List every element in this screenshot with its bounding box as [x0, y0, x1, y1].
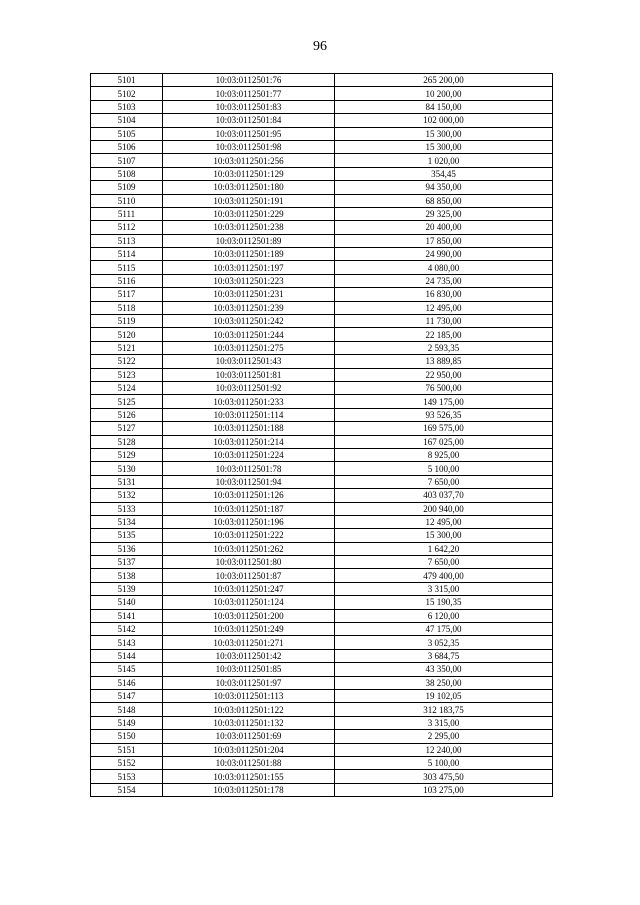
- row-number-cell: 5147: [91, 689, 163, 702]
- cadastral-number-cell: 10:03:0112501:126: [163, 489, 335, 502]
- value-cell: 103 275,00: [335, 783, 553, 796]
- table-row: [91, 355, 553, 368]
- table-row: [91, 529, 553, 542]
- value-cell: 312 183,75: [335, 703, 553, 716]
- value-cell: 3 315,00: [335, 582, 553, 595]
- row-number-cell: 5120: [91, 328, 163, 341]
- table-row: [91, 127, 553, 140]
- table-row: [91, 87, 553, 100]
- cadastral-number-cell: 10:03:0112501:204: [163, 743, 335, 756]
- cadastral-number-cell: 10:03:0112501:229: [163, 207, 335, 220]
- value-cell: 13 889,85: [335, 355, 553, 368]
- cadastral-number-cell: 10:03:0112501:244: [163, 328, 335, 341]
- row-number-cell: 5119: [91, 315, 163, 328]
- row-number-cell: 5109: [91, 181, 163, 194]
- table-row: [91, 395, 553, 408]
- table-row: [91, 448, 553, 461]
- row-number-cell: 5144: [91, 649, 163, 662]
- cadastral-number-cell: 10:03:0112501:200: [163, 609, 335, 622]
- cadastral-number-cell: 10:03:0112501:222: [163, 529, 335, 542]
- row-number-cell: 5103: [91, 100, 163, 113]
- table-row: [91, 703, 553, 716]
- row-number-cell: 5141: [91, 609, 163, 622]
- value-cell: 1 020,00: [335, 154, 553, 167]
- row-number-cell: 5149: [91, 716, 163, 729]
- row-number-cell: 5101: [91, 74, 163, 87]
- cadastral-number-cell: 10:03:0112501:256: [163, 154, 335, 167]
- cadastral-number-cell: 10:03:0112501:95: [163, 127, 335, 140]
- value-cell: 8 925,00: [335, 448, 553, 461]
- value-cell: 303 475,50: [335, 770, 553, 783]
- row-number-cell: 5148: [91, 703, 163, 716]
- table-row: [91, 301, 553, 314]
- cadastral-value-table: [90, 73, 553, 797]
- row-number-cell: 5146: [91, 676, 163, 689]
- cadastral-number-cell: 10:03:0112501:92: [163, 381, 335, 394]
- table-row: [91, 74, 553, 87]
- cadastral-number-cell: 10:03:0112501:132: [163, 716, 335, 729]
- table-row: [91, 730, 553, 743]
- table-row: [91, 435, 553, 448]
- value-cell: 68 850,00: [335, 194, 553, 207]
- row-number-cell: 5105: [91, 127, 163, 140]
- value-cell: 22 950,00: [335, 368, 553, 381]
- cadastral-number-cell: 10:03:0112501:242: [163, 315, 335, 328]
- row-number-cell: 5139: [91, 582, 163, 595]
- cadastral-number-cell: 10:03:0112501:129: [163, 167, 335, 180]
- value-cell: 7 650,00: [335, 556, 553, 569]
- table-row: [91, 636, 553, 649]
- row-number-cell: 5130: [91, 462, 163, 475]
- row-number-cell: 5111: [91, 207, 163, 220]
- row-number-cell: 5151: [91, 743, 163, 756]
- table-row: [91, 221, 553, 234]
- value-cell: 479 400,00: [335, 569, 553, 582]
- table-row: [91, 154, 553, 167]
- row-number-cell: 5123: [91, 368, 163, 381]
- table-row: [91, 783, 553, 796]
- value-cell: 1 642,20: [335, 542, 553, 555]
- table-row: [91, 328, 553, 341]
- value-cell: 167 025,00: [335, 435, 553, 448]
- table-row: [91, 207, 553, 220]
- table-row: [91, 341, 553, 354]
- row-number-cell: 5132: [91, 489, 163, 502]
- table-row: [91, 167, 553, 180]
- cadastral-number-cell: 10:03:0112501:94: [163, 475, 335, 488]
- cadastral-number-cell: 10:03:0112501:247: [163, 582, 335, 595]
- cadastral-number-cell: 10:03:0112501:155: [163, 770, 335, 783]
- value-cell: 354,45: [335, 167, 553, 180]
- cadastral-number-cell: 10:03:0112501:122: [163, 703, 335, 716]
- value-cell: 2 295,00: [335, 730, 553, 743]
- row-number-cell: 5126: [91, 408, 163, 421]
- cadastral-number-cell: 10:03:0112501:113: [163, 689, 335, 702]
- cadastral-number-cell: 10:03:0112501:88: [163, 756, 335, 769]
- cadastral-number-cell: 10:03:0112501:114: [163, 408, 335, 421]
- cadastral-number-cell: 10:03:0112501:224: [163, 448, 335, 461]
- cadastral-number-cell: 10:03:0112501:191: [163, 194, 335, 207]
- value-cell: 149 175,00: [335, 395, 553, 408]
- cadastral-number-cell: 10:03:0112501:189: [163, 248, 335, 261]
- row-number-cell: 5143: [91, 636, 163, 649]
- table-body: [91, 74, 553, 797]
- row-number-cell: 5116: [91, 274, 163, 287]
- table-row: [91, 261, 553, 274]
- cadastral-number-cell: 10:03:0112501:124: [163, 596, 335, 609]
- value-cell: 16 830,00: [335, 288, 553, 301]
- row-number-cell: 5124: [91, 381, 163, 394]
- cadastral-number-cell: 10:03:0112501:223: [163, 274, 335, 287]
- table-row: [91, 663, 553, 676]
- table-row: [91, 676, 553, 689]
- cadastral-number-cell: 10:03:0112501:81: [163, 368, 335, 381]
- table-row: [91, 248, 553, 261]
- table-row: [91, 194, 553, 207]
- row-number-cell: 5145: [91, 663, 163, 676]
- value-cell: 38 250,00: [335, 676, 553, 689]
- value-cell: 10 200,00: [335, 87, 553, 100]
- value-cell: 76 500,00: [335, 381, 553, 394]
- value-cell: 3 684,75: [335, 649, 553, 662]
- cadastral-number-cell: 10:03:0112501:85: [163, 663, 335, 676]
- table-row: [91, 515, 553, 528]
- row-number-cell: 5127: [91, 422, 163, 435]
- cadastral-number-cell: 10:03:0112501:271: [163, 636, 335, 649]
- value-cell: 15 300,00: [335, 529, 553, 542]
- table-row: [91, 556, 553, 569]
- cadastral-number-cell: 10:03:0112501:178: [163, 783, 335, 796]
- value-cell: 22 185,00: [335, 328, 553, 341]
- value-cell: 15 300,00: [335, 140, 553, 153]
- table-row: [91, 408, 553, 421]
- value-cell: 12 495,00: [335, 515, 553, 528]
- value-cell: 93 526,35: [335, 408, 553, 421]
- cadastral-number-cell: 10:03:0112501:238: [163, 221, 335, 234]
- table-row: [91, 689, 553, 702]
- cadastral-number-cell: 10:03:0112501:249: [163, 623, 335, 636]
- cadastral-number-cell: 10:03:0112501:188: [163, 422, 335, 435]
- table-row: [91, 569, 553, 582]
- cadastral-number-cell: 10:03:0112501:42: [163, 649, 335, 662]
- row-number-cell: 5136: [91, 542, 163, 555]
- value-cell: 403 037,70: [335, 489, 553, 502]
- cadastral-number-cell: 10:03:0112501:233: [163, 395, 335, 408]
- page-number: 96: [313, 39, 327, 54]
- table-row: [91, 716, 553, 729]
- cadastral-number-cell: 10:03:0112501:83: [163, 100, 335, 113]
- value-cell: 17 850,00: [335, 234, 553, 247]
- value-cell: 24 990,00: [335, 248, 553, 261]
- value-cell: 15 300,00: [335, 127, 553, 140]
- value-cell: 3 315,00: [335, 716, 553, 729]
- row-number-cell: 5118: [91, 301, 163, 314]
- value-cell: 15 190,35: [335, 596, 553, 609]
- row-number-cell: 5102: [91, 87, 163, 100]
- table-row: [91, 596, 553, 609]
- row-number-cell: 5137: [91, 556, 163, 569]
- value-cell: 19 102,05: [335, 689, 553, 702]
- value-cell: 265 200,00: [335, 74, 553, 87]
- row-number-cell: 5112: [91, 221, 163, 234]
- table-row: [91, 100, 553, 113]
- value-cell: 102 000,00: [335, 114, 553, 127]
- cadastral-number-cell: 10:03:0112501:76: [163, 74, 335, 87]
- table-row: [91, 181, 553, 194]
- value-cell: 29 325,00: [335, 207, 553, 220]
- row-number-cell: 5122: [91, 355, 163, 368]
- value-cell: 200 940,00: [335, 502, 553, 515]
- cadastral-number-cell: 10:03:0112501:231: [163, 288, 335, 301]
- row-number-cell: 5140: [91, 596, 163, 609]
- cadastral-number-cell: 10:03:0112501:87: [163, 569, 335, 582]
- table-row: [91, 502, 553, 515]
- row-number-cell: 5125: [91, 395, 163, 408]
- row-number-cell: 5135: [91, 529, 163, 542]
- cadastral-number-cell: 10:03:0112501:43: [163, 355, 335, 368]
- row-number-cell: 5142: [91, 623, 163, 636]
- value-cell: 169 575,00: [335, 422, 553, 435]
- value-cell: 11 730,00: [335, 315, 553, 328]
- value-cell: 7 650,00: [335, 475, 553, 488]
- table-row: [91, 422, 553, 435]
- row-number-cell: 5131: [91, 475, 163, 488]
- value-cell: 84 150,00: [335, 100, 553, 113]
- row-number-cell: 5153: [91, 770, 163, 783]
- row-number-cell: 5150: [91, 730, 163, 743]
- value-cell: 4 080,00: [335, 261, 553, 274]
- value-cell: 5 100,00: [335, 756, 553, 769]
- table-row: [91, 234, 553, 247]
- table-row: [91, 462, 553, 475]
- cadastral-number-cell: 10:03:0112501:187: [163, 502, 335, 515]
- cadastral-number-cell: 10:03:0112501:239: [163, 301, 335, 314]
- row-number-cell: 5104: [91, 114, 163, 127]
- table-row: [91, 743, 553, 756]
- cadastral-number-cell: 10:03:0112501:89: [163, 234, 335, 247]
- row-number-cell: 5107: [91, 154, 163, 167]
- cadastral-number-cell: 10:03:0112501:97: [163, 676, 335, 689]
- table-row: [91, 623, 553, 636]
- table-row: [91, 770, 553, 783]
- value-cell: 3 052,35: [335, 636, 553, 649]
- cadastral-number-cell: 10:03:0112501:214: [163, 435, 335, 448]
- value-cell: 2 593,35: [335, 341, 553, 354]
- value-cell: 94 350,00: [335, 181, 553, 194]
- table-row: [91, 475, 553, 488]
- row-number-cell: 5108: [91, 167, 163, 180]
- value-cell: 6 120,00: [335, 609, 553, 622]
- value-cell: 12 495,00: [335, 301, 553, 314]
- row-number-cell: 5129: [91, 448, 163, 461]
- row-number-cell: 5106: [91, 140, 163, 153]
- table-row: [91, 649, 553, 662]
- table-row: [91, 542, 553, 555]
- table-row: [91, 609, 553, 622]
- row-number-cell: 5114: [91, 248, 163, 261]
- table-row: [91, 756, 553, 769]
- cadastral-number-cell: 10:03:0112501:84: [163, 114, 335, 127]
- cadastral-number-cell: 10:03:0112501:262: [163, 542, 335, 555]
- table-row: [91, 274, 553, 287]
- table-row: [91, 381, 553, 394]
- table-row: [91, 114, 553, 127]
- value-cell: 20 400,00: [335, 221, 553, 234]
- cadastral-number-cell: 10:03:0112501:98: [163, 140, 335, 153]
- row-number-cell: 5152: [91, 756, 163, 769]
- table-row: [91, 489, 553, 502]
- table-row: [91, 582, 553, 595]
- table-row: [91, 288, 553, 301]
- row-number-cell: 5133: [91, 502, 163, 515]
- cadastral-number-cell: 10:03:0112501:77: [163, 87, 335, 100]
- table-row: [91, 315, 553, 328]
- value-cell: 24 735,00: [335, 274, 553, 287]
- table-row: [91, 368, 553, 381]
- value-cell: 43 350,00: [335, 663, 553, 676]
- row-number-cell: 5138: [91, 569, 163, 582]
- cadastral-number-cell: 10:03:0112501:196: [163, 515, 335, 528]
- table-row: [91, 140, 553, 153]
- cadastral-number-cell: 10:03:0112501:69: [163, 730, 335, 743]
- cadastral-number-cell: 10:03:0112501:275: [163, 341, 335, 354]
- value-cell: 47 175,00: [335, 623, 553, 636]
- row-number-cell: 5128: [91, 435, 163, 448]
- cadastral-number-cell: 10:03:0112501:80: [163, 556, 335, 569]
- cadastral-number-cell: 10:03:0112501:78: [163, 462, 335, 475]
- row-number-cell: 5115: [91, 261, 163, 274]
- value-cell: 12 240,00: [335, 743, 553, 756]
- value-cell: 5 100,00: [335, 462, 553, 475]
- row-number-cell: 5117: [91, 288, 163, 301]
- row-number-cell: 5154: [91, 783, 163, 796]
- row-number-cell: 5121: [91, 341, 163, 354]
- row-number-cell: 5113: [91, 234, 163, 247]
- row-number-cell: 5110: [91, 194, 163, 207]
- cadastral-number-cell: 10:03:0112501:197: [163, 261, 335, 274]
- row-number-cell: 5134: [91, 515, 163, 528]
- cadastral-number-cell: 10:03:0112501:180: [163, 181, 335, 194]
